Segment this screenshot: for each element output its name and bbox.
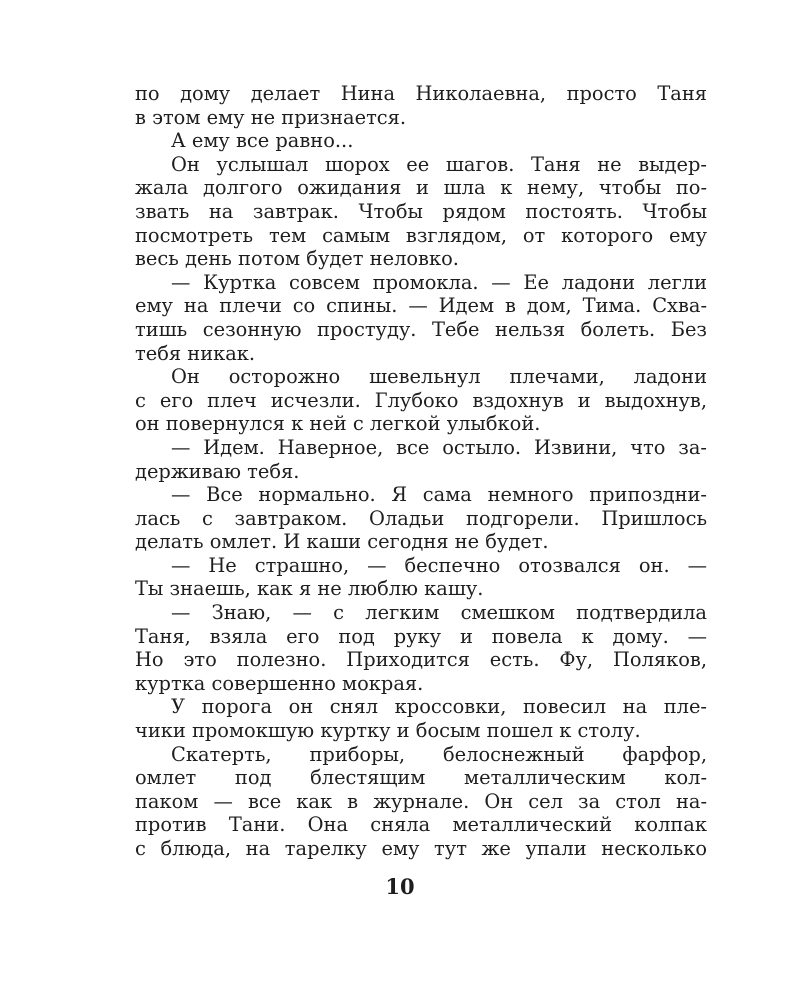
text-line: — Знаю, — с легким смешком подтвердила: [171, 601, 707, 625]
text-line: делать омлет. И каши сегодня не будет.: [135, 530, 549, 554]
text-line: омлет под блестящим металлическим кол-: [135, 766, 707, 790]
text-line: держиваю тебя.: [135, 459, 300, 483]
text-line: чики промокшую куртку и босым пошел к столу.: [135, 719, 641, 743]
text-line: с блюда, на тарелку ему тут же упали несколько: [135, 837, 707, 860]
text-line: жала долгого ожидания и шла к нему, чтобы по-: [135, 176, 707, 200]
text-line: Но это полезно. Приходится есть. Фу, Поляков,: [135, 648, 707, 672]
text-line: паком — все как в журнале. Он сел за стол на-: [135, 789, 707, 813]
page-number: 10: [385, 874, 415, 899]
text-line: — Не страшно, — беспечно отозвался он. —: [171, 553, 707, 577]
text-line: Скатерть, приборы, белоснежный фарфор,: [171, 742, 707, 766]
text-line: Он услышал шорох ее шагов. Таня не выдер-: [171, 152, 707, 176]
text-line: тишь сезонную простуду. Тебе нельзя болеть. Без: [135, 317, 707, 341]
text-line: с его плеч исчезли. Глубоко вздохнув и выдохнув,: [135, 388, 707, 412]
text-line: куртка совершенно мокрая.: [135, 671, 424, 695]
text-line: посмотреть тем самым взглядом, от которого ему: [135, 223, 707, 247]
text-line: против Тани. Она сняла металлический колпак: [135, 813, 707, 837]
text-line: — Идем. Наверное, все остыло. Извини, что за-: [171, 435, 707, 459]
text-line: весь день потом будет неловко.: [135, 247, 459, 271]
text-line: по дому делает Нина Николаевна, просто Таня: [135, 82, 707, 105]
text-line: ему на плечи со спины. — Идем в дом, Тима. Схва-: [135, 294, 707, 318]
text-line: лась с завтраком. Оладьи подгорели. Пришлось: [135, 506, 707, 530]
text-line: А ему все равно...: [171, 129, 354, 153]
text-line: — Куртка совсем промокла. — Ее ладони легли: [171, 270, 707, 294]
text-line: — Все нормально. Я сама немного припоздни-: [171, 483, 707, 507]
text-line: Ты знаешь, как я не люблю кашу.: [135, 577, 484, 601]
text-line: тебя никак.: [135, 341, 256, 365]
text-line: Таня, взяла его под руку и повела к дому. —: [135, 624, 707, 648]
text-line: У порога он снял кроссовки, повесил на пле-: [171, 695, 707, 719]
text-line: звать на завтрак. Чтобы рядом постоять. Чтобы: [135, 199, 707, 223]
text-line: он повернулся к ней с легкой улыбкой.: [135, 412, 541, 436]
book-page-text: [135, 82, 707, 861]
text-line: в этом ему не признается.: [135, 105, 407, 129]
text-line: Он осторожно шевельнул плечами, ладони: [171, 365, 707, 389]
